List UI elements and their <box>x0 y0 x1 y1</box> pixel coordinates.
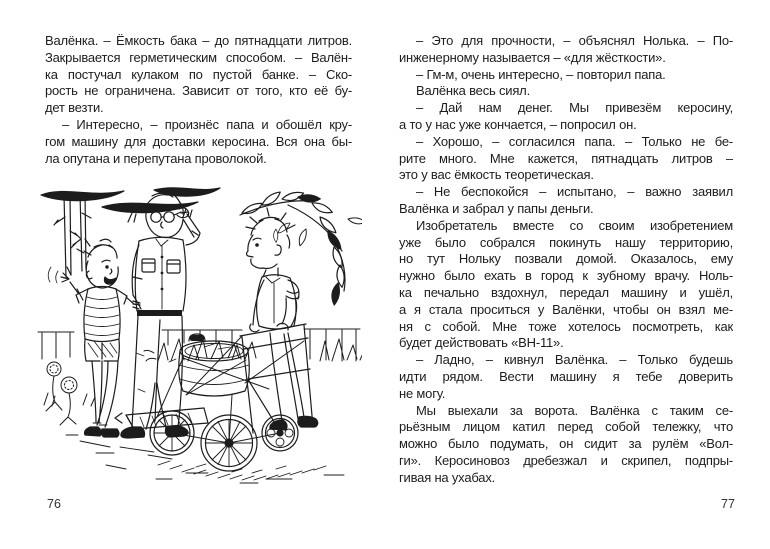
text-line: уже было собрался покинуть нашу территорию, <box>399 234 733 250</box>
paragraph <box>399 403 733 487</box>
text-line: а то у нас уже кончается, – попросил он. <box>399 116 637 132</box>
text-line: ня с собой. Мне тоже хотелось посмотреть, как <box>399 318 733 334</box>
boy-figure <box>246 208 318 430</box>
paragraph <box>399 83 733 100</box>
text-line: нужно было ехать в город к зубному врачу. Ноль- <box>399 268 733 284</box>
page-number-right: 77 <box>721 497 735 511</box>
text-line: можно было подумать, он сидит за рулём «Вол- <box>399 436 733 452</box>
text-line: будет действовать «ВН-11». <box>399 335 564 351</box>
text-line: ги». Керосиновоз дребезжал и скрипел, подпры- <box>399 452 733 468</box>
paragraph <box>399 33 733 67</box>
kid-figure <box>48 239 140 437</box>
text-line: ка постучал кулаком по пустой банке. – Ско- <box>45 66 352 82</box>
text-line: – Гм-м, очень интересно, – повторил папа. <box>416 66 666 82</box>
text-line: но тут Нольку позвали домой. Оказалось, ему <box>399 251 733 267</box>
text-line: ка печально вздохнул, передал машину и ушёл, <box>399 284 733 300</box>
text-line: рите много. Мне кажется, пятнадцать литров – <box>399 150 733 166</box>
paragraph <box>399 352 733 402</box>
text-line: Мы выехали за ворота. Валёнка с таким се- <box>416 402 733 418</box>
paragraph <box>399 67 733 84</box>
page-number-left: 76 <box>47 497 61 511</box>
text-line: ла опутана и перепутана проволокой. <box>45 150 267 166</box>
text-line: – Не беспокойся – испытано, – важно заявил <box>416 184 733 200</box>
right-page-text <box>399 33 733 487</box>
text-line: Валёнка весь сиял. <box>416 83 530 99</box>
paragraph <box>45 117 352 167</box>
text-line: идти рядом. Вести машину я тебе доверить <box>399 368 733 384</box>
paragraph <box>399 184 733 218</box>
text-line: не могу. <box>399 385 446 401</box>
text-line: – Хорошо, – согласился папа. – Только не бе- <box>416 133 733 149</box>
text-line: – Ладно, – кивнул Валёнка. – Только будешь <box>416 352 733 368</box>
paragraph <box>45 33 352 117</box>
text-line: Валёнка и забрал у папы деньги. <box>399 200 594 216</box>
text-line: гом машину для доставки керосина. Вся она бы- <box>45 133 352 149</box>
text-line: рость не ограничена. Зависит от того, кто её бу- <box>45 83 352 99</box>
paragraph <box>399 100 733 134</box>
left-page-text <box>45 33 352 167</box>
text-line: – Дай нам денег. Мы привезём керосину, <box>416 100 733 116</box>
text-line: – Интересно, – произнёс папа и обошёл кру- <box>62 116 352 132</box>
text-line: Валёнка. – Ёмкость бака – до пятнадцати литров. <box>45 33 352 48</box>
text-line: Изобретатель вместе со своим изобретением <box>416 217 733 233</box>
father-figure <box>121 192 200 438</box>
story-illustration <box>36 183 362 489</box>
text-line: гивая на ухабах. <box>399 469 496 485</box>
text-line: это у вас ёмкость теоретическая. <box>399 167 594 183</box>
text-line: Закрывается герметическим способом. – Валён- <box>45 49 352 65</box>
bushes <box>44 339 362 425</box>
text-line: – Это для прочности, – объяснял Нолька. – По- <box>416 33 733 48</box>
text-line: рьёзным лицом катил перед собой тележку, что <box>399 419 733 435</box>
text-line: дет везти. <box>45 100 104 116</box>
text-line: а я стала проситься у Валёнки, чтобы он взял ме- <box>399 301 733 317</box>
kerosene-cart <box>115 324 313 471</box>
paragraph <box>399 218 733 352</box>
paragraph <box>399 134 733 184</box>
text-line: инженерному называется – «для жёсткости». <box>399 49 666 65</box>
